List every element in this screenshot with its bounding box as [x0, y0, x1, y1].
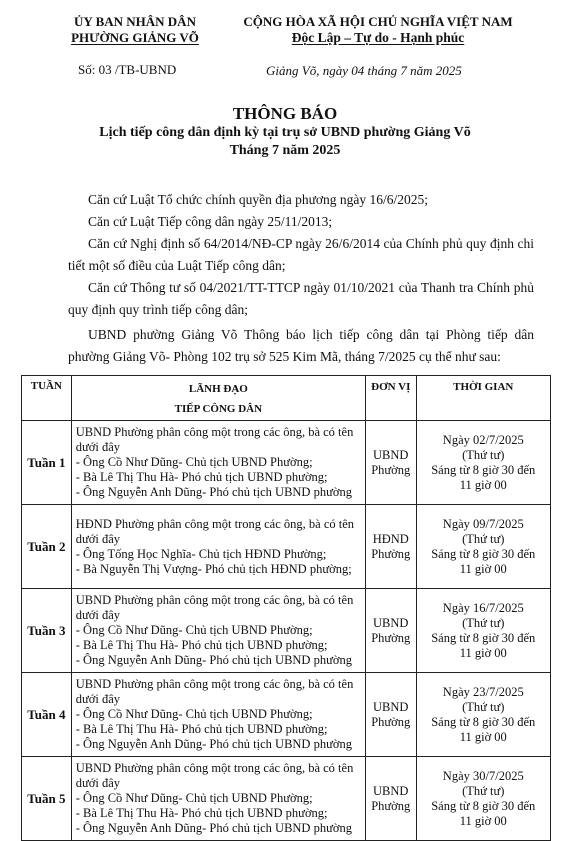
leader-cell: [71, 673, 365, 757]
paragraph-legal-basis-2: Căn cứ Luật Tiếp công dân ngày 25/11/2013;: [88, 214, 333, 229]
header-leader-line1: LÃNH ĐẠO: [188, 383, 248, 395]
unit-line: Phường: [371, 630, 411, 645]
time-line: 11 giờ 00: [459, 477, 507, 492]
header-unit: ĐƠN VỊ: [365, 376, 416, 421]
leader-line: - Bà Nguyễn Thị Vượng- Phó chủ tịch HĐND phường;: [75, 561, 352, 576]
time-line: (Thứ tư): [462, 699, 505, 714]
unit-cell: [365, 505, 416, 589]
leader-cell: [71, 589, 365, 673]
time-line: Ngày 30/7/2025: [442, 768, 524, 783]
time-cell: [416, 673, 551, 757]
leader-line: - Bà Lê Thị Thu Hà- Phó chủ tịch UBND phường;: [75, 806, 328, 820]
table-row: [22, 505, 551, 589]
leader-line: UBND Phường phân công một trong các ông, bà có tên: [75, 761, 354, 775]
time-line: Ngày 09/7/2025: [442, 516, 524, 531]
agency-header: [40, 14, 230, 46]
unit-line: HĐND: [372, 531, 409, 546]
time-line: Ngày 02/7/2025: [442, 432, 524, 447]
table-row: [22, 673, 551, 757]
leader-line: - Ông Cồ Như Dũng- Chủ tịch UBND Phường;: [75, 623, 313, 637]
unit-cell: [365, 421, 416, 505]
leader-line: - Ông Cồ Như Dũng- Chủ tịch UBND Phường;: [75, 791, 313, 805]
leader-cell: [71, 421, 365, 505]
leader-line: dưới đây: [75, 608, 121, 622]
time-cell: [416, 589, 551, 673]
time-line: 11 giờ 00: [459, 729, 507, 744]
time-line: (Thứ tư): [462, 447, 505, 462]
table-row: [22, 421, 551, 505]
leader-line: - Bà Lê Thị Thu Hà- Phó chủ tịch UBND phường;: [75, 470, 328, 484]
national-motto: Độc Lập – Tự do - Hạnh phúc: [291, 30, 465, 45]
unit-cell: [365, 589, 416, 673]
leader-line: UBND Phường phân công một trong các ông, bà có tên: [75, 425, 354, 439]
leader-line: - Ông Nguyễn Anh Dũng- Phó chủ tịch UBND phường: [75, 737, 352, 751]
paragraph-legal-basis-3: Căn cứ Nghị định số 64/2014/NĐ-CP ngày 26/6/2014 của Chính phủ quy định chi tiết một số điều của Luật Tiếp công dân;: [68, 236, 534, 273]
paragraph-legal-basis-1: Căn cứ Luật Tổ chức chính quyền địa phương ngày 16/6/2025;: [88, 192, 429, 207]
leader-line: - Ông Tống Học Nghĩa- Chủ tịch HĐND Phường;: [75, 546, 327, 561]
time-line: Sáng từ 8 giờ 30 đến: [431, 714, 536, 729]
time-line: Ngày 23/7/2025: [442, 684, 524, 699]
time-cell: [416, 421, 551, 505]
unit-cell: [365, 673, 416, 757]
table-header-row: [22, 376, 551, 421]
paragraph-announcement: UBND phường Giảng Võ Thông báo lịch tiếp công dân tại Phòng tiếp dân phường Giảng Võ- Phòng 102 trụ sở 525 Kim Mã, tháng 7/2025 cụ thể như sau:: [68, 327, 534, 364]
leader-line: UBND Phường phân công một trong các ông, bà có tên: [75, 677, 354, 691]
time-line: Sáng từ 8 giờ 30 đến: [431, 798, 536, 813]
time-cell: [416, 757, 551, 841]
leader-cell: [71, 757, 365, 841]
document-subtitle: Lịch tiếp công dân định kỳ tại trụ sở UBND phường Giảng Võ: [99, 125, 471, 140]
time-line: 11 giờ 00: [459, 561, 507, 576]
time-line: (Thứ tư): [462, 615, 505, 630]
time-line: Sáng từ 8 giờ 30 đến: [431, 546, 536, 561]
leader-line: HĐND Phường phân công một trong các ông, bà có tên: [75, 516, 355, 531]
week-cell: Tuần 1: [22, 421, 72, 505]
time-line: Sáng từ 8 giờ 30 đến: [431, 462, 536, 477]
header-time: THỜI GIAN: [416, 376, 551, 421]
agency-name-line2: PHƯỜNG GIẢNG VÕ: [71, 30, 199, 45]
time-cell: [416, 505, 551, 589]
week-cell: Tuần 4: [22, 673, 72, 757]
leader-line: dưới đây: [75, 440, 121, 454]
week-cell: Tuần 2: [22, 505, 72, 589]
week-cell: Tuần 3: [22, 589, 72, 673]
document-title-block: [0, 104, 570, 160]
table-row: [22, 757, 551, 841]
document-period: Tháng 7 năm 2025: [229, 143, 341, 158]
document-number: Số: 03 /TB-UBND: [78, 62, 177, 77]
national-title: CỘNG HÒA XÃ HỘI CHỦ NGHĨA VIỆT NAM: [243, 14, 513, 29]
unit-line: Phường: [371, 714, 411, 729]
agency-name-line1: ỦY BAN NHÂN DÂN: [74, 14, 196, 29]
leader-line: UBND Phường phân công một trong các ông, bà có tên: [75, 593, 354, 607]
unit-cell: [365, 757, 416, 841]
unit-line: Phường: [371, 462, 411, 477]
document-body: [68, 189, 534, 368]
leader-line: - Bà Lê Thị Thu Hà- Phó chủ tịch UBND phường;: [75, 638, 328, 652]
time-line: 11 giờ 00: [459, 645, 507, 660]
time-line: (Thứ tư): [462, 531, 505, 546]
unit-line: UBND: [373, 447, 409, 462]
time-line: (Thứ tư): [462, 783, 505, 798]
unit-line: Phường: [371, 798, 411, 813]
table-row: [22, 589, 551, 673]
schedule-table: [21, 375, 551, 841]
leader-line: - Bà Lê Thị Thu Hà- Phó chủ tịch UBND phường;: [75, 722, 328, 736]
document-date: Giảng Võ, ngày 04 tháng 7 năm 2025: [266, 63, 462, 78]
document-title: THÔNG BÁO: [232, 104, 338, 123]
unit-line: UBND: [373, 699, 409, 714]
leader-line: dưới đây: [75, 776, 121, 790]
unit-line: UBND: [373, 615, 409, 630]
unit-line: Phường: [371, 546, 411, 561]
national-header: [228, 14, 528, 46]
leader-line: dưới đây: [75, 531, 121, 546]
leader-cell: [71, 505, 365, 589]
header-leader-line2: TIẾP CÔNG DÂN: [174, 403, 263, 415]
unit-line: UBND: [373, 783, 409, 798]
header-leader: [71, 376, 365, 421]
leader-line: - Ông Cồ Như Dũng- Chủ tịch UBND Phường;: [75, 455, 313, 469]
leader-line: dưới đây: [75, 692, 121, 706]
week-cell: Tuần 5: [22, 757, 72, 841]
time-line: Ngày 16/7/2025: [442, 600, 524, 615]
leader-line: - Ông Nguyễn Anh Dũng- Phó chủ tịch UBND phường: [75, 653, 352, 667]
time-line: 11 giờ 00: [459, 813, 507, 828]
time-line: Sáng từ 8 giờ 30 đến: [431, 630, 536, 645]
paragraph-legal-basis-4: Căn cứ Thông tư số 04/2021/TT-TTCP ngày 01/10/2021 của Thanh tra Chính phủ quy định quy trình tiếp công dân;: [68, 280, 534, 317]
leader-line: - Ông Cồ Như Dũng- Chủ tịch UBND Phường;: [75, 707, 313, 721]
leader-line: - Ông Nguyễn Anh Dũng- Phó chủ tịch UBND phường: [75, 821, 352, 835]
leader-line: - Ông Nguyễn Anh Dũng- Phó chủ tịch UBND phường: [75, 485, 352, 499]
header-week: TUẦN: [22, 376, 72, 421]
